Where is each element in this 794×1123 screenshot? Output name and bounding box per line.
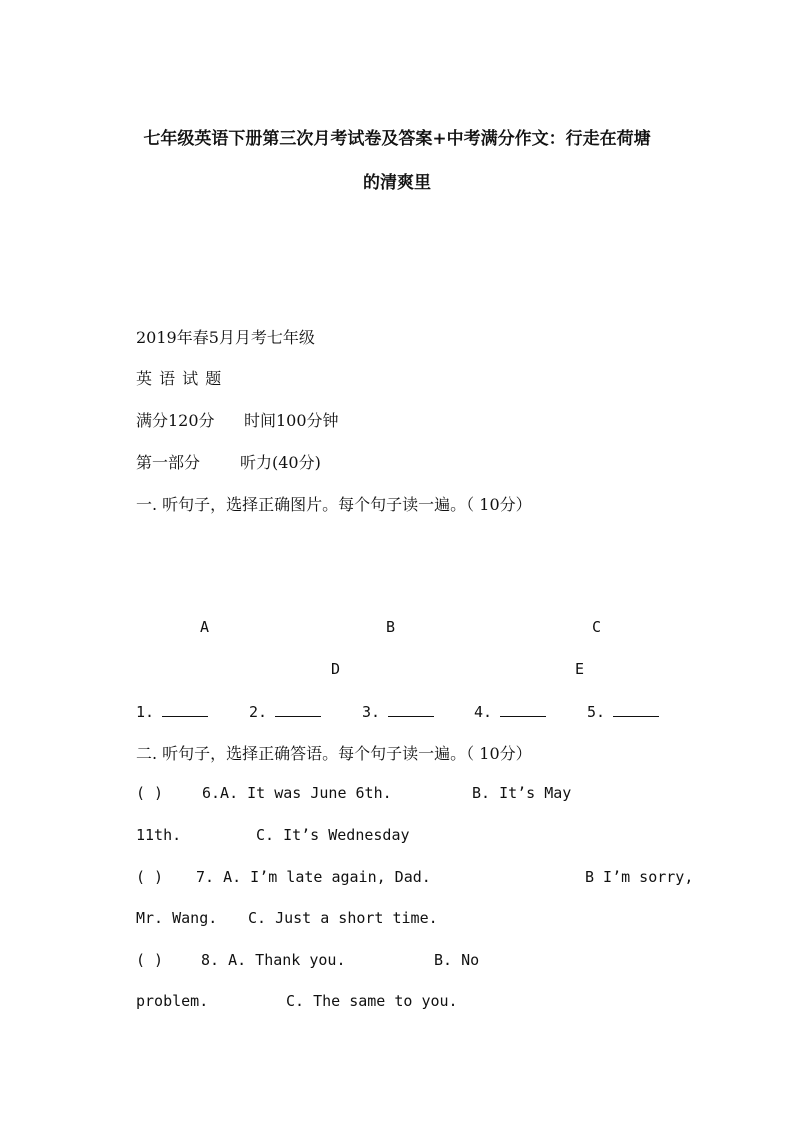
blank-line <box>275 702 321 717</box>
exam-name: 2019年春5月月考七年级 <box>136 328 315 347</box>
answer-blank-2[interactable] <box>249 702 321 721</box>
q8-answer-bracket[interactable]: ( ) <box>136 951 164 969</box>
q8-option-a: 8. A. Thank you. <box>201 951 346 969</box>
q6-answer-bracket[interactable]: ( ) <box>136 784 164 802</box>
answer-blank-number: 1. <box>136 703 155 721</box>
score-total: 满分120分 <box>136 411 215 430</box>
blank-line <box>613 702 659 717</box>
q6-option-b: B. It’s May <box>472 784 572 802</box>
q6-option-b-continued: 11th. <box>136 826 182 844</box>
section-2-heading: 二. 听句子，选择正确答语。每个句子读一遍。（ 10分） <box>136 744 532 763</box>
answer-blank-5[interactable] <box>587 702 659 721</box>
answer-blank-1[interactable] <box>136 702 208 721</box>
blank-line <box>162 702 208 717</box>
picture-label-d: D <box>331 660 341 678</box>
section-1-heading: 一. 听句子，选择正确图片。每个句子读一遍。（ 10分） <box>136 495 532 514</box>
part-name: 听力(40分) <box>240 453 321 472</box>
q6-option-a: 6.A. It was June 6th. <box>202 784 392 802</box>
q7-option-b: B I’m sorry, <box>585 868 694 886</box>
q7-option-a: 7. A. I’m late again, Dad. <box>196 868 431 886</box>
blank-line <box>500 702 546 717</box>
answer-blank-number: 4. <box>474 703 493 721</box>
picture-label-b: B <box>386 618 396 636</box>
q7-option-b-continued: Mr. Wang. <box>136 909 218 927</box>
part-label: 第一部分 <box>136 453 201 472</box>
picture-label-e: E <box>575 660 585 678</box>
q7-option-c: C. Just a short time. <box>248 909 438 927</box>
document-title-line-2: 的清爽里 <box>363 173 431 193</box>
subject-title: 英 语 试 题 <box>136 369 223 388</box>
q6-option-c: C. It’s Wednesday <box>256 826 410 844</box>
blank-line <box>388 702 434 717</box>
q8-option-c: C. The same to you. <box>286 992 458 1010</box>
document-title-line-1: 七年级英语下册第三次月考试卷及答案+中考满分作文：行走在荷塘 <box>143 129 651 149</box>
answer-blank-4[interactable] <box>474 702 546 721</box>
q7-answer-bracket[interactable]: ( ) <box>136 868 164 886</box>
q8-option-b: B. No <box>434 951 480 969</box>
picture-label-a: A <box>200 618 210 636</box>
answer-blank-number: 2. <box>249 703 268 721</box>
q8-option-b-continued: problem. <box>136 992 209 1010</box>
answer-blank-number: 3. <box>362 703 381 721</box>
picture-label-c: C <box>592 618 602 636</box>
answer-blank-number: 5. <box>587 703 606 721</box>
answer-blank-3[interactable] <box>362 702 434 721</box>
exam-duration: 时间100分钟 <box>244 411 339 430</box>
